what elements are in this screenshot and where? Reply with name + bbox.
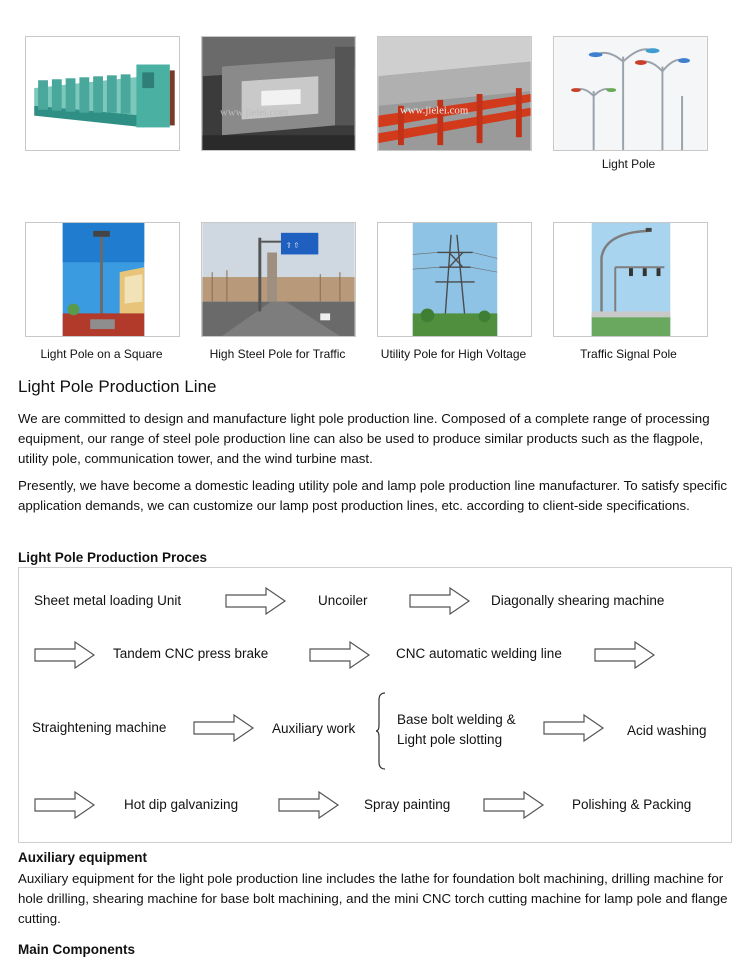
step-spray-painting: Spray painting	[364, 797, 451, 812]
step-acid-washing: Acid washing	[627, 723, 707, 738]
street-light-poles-illustration	[554, 37, 707, 150]
gallery-image-welding-line	[377, 36, 532, 151]
press-brake-machines-illustration	[26, 37, 179, 150]
arrow-right-icon	[278, 790, 340, 820]
steel-beam-illustration	[202, 37, 355, 150]
step-uncoiler: Uncoiler	[318, 593, 368, 608]
process-heading: Light Pole Production Proces	[18, 550, 208, 565]
step-straightening: Straightening machine	[32, 720, 167, 735]
step-light-pole-slotting: Light pole slotting	[397, 732, 503, 747]
gallery-image-steel-beam	[201, 36, 356, 151]
gallery-image-road-sign-pole	[201, 222, 356, 337]
step-cnc-welding-line: CNC automatic welding line	[396, 646, 562, 661]
watermark-text: www.jielei.com	[399, 104, 469, 117]
gallery-image-street-light-poles	[553, 36, 708, 151]
process-flow-diagram	[18, 567, 732, 843]
caption-traffic-signal-pole: Traffic Signal Pole	[580, 347, 677, 361]
arrow-right-icon	[409, 586, 471, 616]
auxiliary-heading: Auxiliary equipment	[18, 850, 148, 865]
gallery-image-transmission-tower	[377, 222, 532, 337]
arrow-right-icon	[594, 640, 656, 670]
manufacturer-paragraph: Presently, we have become a domestic leading utility pole and lamp pole production line manufacturer. To satisfy specific application demands, we can customize our lamp post production lines, etc. according to client-side specifications.	[18, 478, 728, 513]
arrow-right-icon	[225, 586, 287, 616]
step-sheet-metal-loading: Sheet metal loading Unit	[34, 593, 182, 608]
section-title: Light Pole Production Line	[18, 377, 217, 396]
gallery-image-press-brake-machines	[25, 36, 180, 151]
intro-paragraph: We are committed to design and manufacture light pole production line. Composed of a complete range of processing equipment, our range of steel pole production line can also be used to produce similar products such as the flagpole, utility pole, communication tower, and the wind turbine mast.	[18, 411, 710, 466]
step-hot-dip-galvanizing: Hot dip galvanizing	[124, 797, 239, 812]
traffic-signal-pole-illustration	[554, 223, 707, 336]
caption-high-steel-pole-traffic: High Steel Pole for Traffic	[209, 347, 346, 361]
watermark-text: www.jielei.com	[220, 106, 289, 119]
road-sign-pole-illustration	[202, 223, 355, 336]
caption-utility-pole-high-voltage: Utility Pole for High Voltage	[380, 347, 527, 361]
gallery-image-traffic-signal-pole	[553, 222, 708, 337]
transmission-tower-illustration	[378, 223, 531, 336]
caption-light-pole: Light Pole	[601, 157, 656, 171]
arrow-right-icon	[34, 640, 96, 670]
welding-line-illustration	[378, 37, 531, 150]
step-diagonal-shearing: Diagonally shearing machine	[491, 593, 665, 608]
arrow-right-icon	[309, 640, 371, 670]
caption-light-pole-on-square: Light Pole on a Square	[40, 347, 163, 361]
svg-text:⇧ ⇧: ⇧ ⇧	[285, 242, 300, 250]
arrow-right-icon	[34, 790, 96, 820]
step-tandem-press-brake: Tandem CNC press brake	[113, 646, 269, 661]
arrow-right-icon	[193, 713, 255, 743]
step-polishing-packing: Polishing & Packing	[572, 797, 692, 812]
high-mast-pole-illustration	[26, 223, 179, 336]
arrow-right-icon	[483, 790, 545, 820]
step-base-bolt-welding: Base bolt welding &	[397, 712, 516, 727]
step-auxiliary-work: Auxiliary work	[272, 721, 356, 736]
bracket-icon	[375, 692, 387, 770]
main-components-heading: Main Components	[18, 942, 135, 957]
gallery-image-high-mast-pole	[25, 222, 180, 337]
auxiliary-paragraph: Auxiliary equipment for the light pole production line includes the lathe for foundation bolt machining, drilling machine for hole drilling, shearing machine for base bolt machining, and the mini CNC torch cutting machine for lamp pole and flange cutting.	[18, 871, 728, 926]
arrow-right-icon	[543, 713, 605, 743]
